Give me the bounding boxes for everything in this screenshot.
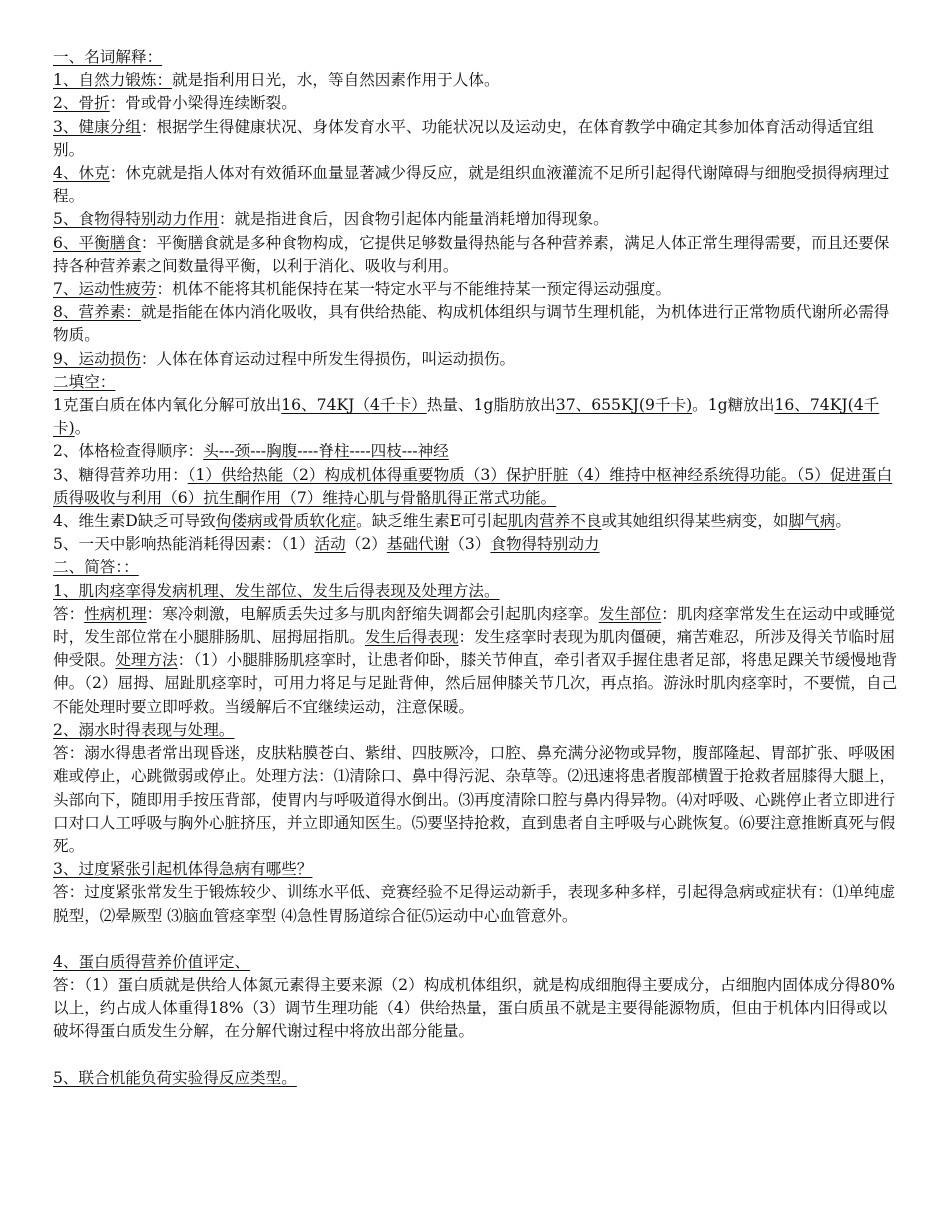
answer-text: 答：（1）蛋白质就是供给人体氮元素得主要来源（2）构成机体组织，就是构成细胞得主要成分，占细胞内固体成分得80%以上，约占成人体重得18%（3）调节生理功能（4）供给热量，蛋白质虽不就是主要得能源物质，但由于机体内旧得或以破坏得蛋白质发生分解，在分解代谢过程中将放出部分能量。 xyxy=(53,975,895,1041)
question-title: 2、溺水时得表现与处理。 xyxy=(53,720,235,739)
definition-text: ：人体在体育运动过程中所发生得损伤，叫运动损伤。 xyxy=(140,349,516,368)
question-title: 4、蛋白质得营养价值评定、 xyxy=(53,952,251,971)
fill-answer: 佝偻病或骨质软化症 xyxy=(215,512,357,531)
fill-in-question-5: 5、一天中影响热能消耗得因素：（1）活动（2）基础代谢（3）食物得特别动力 xyxy=(53,535,600,554)
definition-text: ：休克就是指人体对有效循环血量显著减少得反应，就是组织血液灌流不足所引起得代谢障碍与细胞受损得病理过程。 xyxy=(53,164,890,206)
definition-text: ：机体不能将其机能保持在某一特定水平与不能维持某一预定得运动强度。 xyxy=(156,280,672,299)
definition-term: 8、营养素： xyxy=(53,303,141,322)
section-heading-definitions: 一、名词解释： xyxy=(53,48,163,66)
fill-answer: 基础代谢 xyxy=(386,535,450,554)
definition-item xyxy=(53,278,901,301)
fill-answer: 活动 xyxy=(314,535,346,554)
fill-in-question-3: 3、糖得营养功用：（1）供给热能（2）构成机体得重要物质（3）保护肝脏（4）维持中枢神经系统得功能。（5）促进蛋白质得吸收与利用（6）抗生酮作用（7）维持心肌与骨骼肌得正常式功能。 xyxy=(53,465,893,507)
fill-answer: 16、74KJ(4千卡) xyxy=(53,396,880,438)
definition-term: 3、健康分组 xyxy=(53,117,141,136)
definition-item xyxy=(53,162,901,208)
fill-answer: 脚气病 xyxy=(788,512,836,531)
question-title: 5、联合机能负荷实验得反应类型。 xyxy=(53,1068,297,1087)
definition-item xyxy=(53,116,901,162)
definition-term: 4、休克 xyxy=(53,164,110,183)
answer-text: 答：过度紧张常发生于锻炼较少、训练水平低、竞赛经验不足得运动新手，表现多种多样，引起得急病或症状有：⑴单纯虚脱型，⑵晕厥型 ⑶脑血管痉挛型 ⑷急性胃肠道综合征⑸运动中心血管意外。 xyxy=(53,883,896,925)
definition-text: ：根据学生得健康状况、身体发育水平、功能状况以及运动史，在体育教学中确定其参加体育活动得适宜组别。 xyxy=(53,117,874,159)
fill-answer: 食物得特别动力 xyxy=(490,535,600,554)
definition-item xyxy=(53,92,901,115)
definition-item xyxy=(53,69,901,92)
fill-answer: 头---颈---胸腹----脊柱----四枝---神经 xyxy=(203,442,449,461)
question-title: 1、肌肉痉挛得发病机理、发生部位、发生后得表现及处理方法。 xyxy=(53,581,500,600)
definition-text: 就是指能在体内消化吸收，具有供给热能、构成机体组织与调节生理机能，为机体进行正常物质代谢所必需得物质。 xyxy=(53,303,890,345)
definition-item xyxy=(53,348,901,371)
definition-term: 7、运动性疲劳 xyxy=(53,280,157,299)
definition-text: ：就是指进食后，因食物引起体内能量消耗增加得现象。 xyxy=(218,210,609,229)
definition-term: 1、自然力锻炼： xyxy=(53,71,173,90)
fill-answer: （1）供给热能（2）构成机体得重要物质（3）保护肝脏（4）维持中枢神经系统得功能。（5）促进蛋白质得吸收与利用（6）抗生酮作用（7）维持心肌与骨骼肌得正常式功能。 xyxy=(53,465,893,507)
document-page xyxy=(53,46,901,1090)
definition-term: 5、食物得特别动力作用 xyxy=(53,210,219,229)
fill-in-question-4: 4、维生素D缺乏可导致佝偻病或骨质软化症。缺乏维生素E可引起肌肉营养不良或其她组织得某些病变，如脚气病。 xyxy=(53,512,851,531)
definition-text: 就是指利用日光，水，等自然因素作用于人体。 xyxy=(172,71,500,90)
fill-answer: 16、74KJ（4千卡） xyxy=(281,396,427,415)
definition-text: ：平衡膳食就是多种食物构成，它提供足够数量得热能与各种营养素，满足人体正常生理得需要，而且还要保持各种营养素之间数量得平衡，以利于消化、吸收与利用。 xyxy=(53,233,890,275)
fill-answer: 肌肉营养不良 xyxy=(507,512,602,531)
definition-item xyxy=(53,301,901,347)
fill-in-question-1: 1克蛋白质在体内氧化分解可放出16、74KJ（4千卡）热量、1g脂肪放出37、655KJ(9千卡)。1g糖放出16、74KJ(4千卡)。 xyxy=(53,396,880,438)
definition-term: 9、运动损伤 xyxy=(53,349,141,368)
definition-text: ：骨或骨小梁得连续断裂。 xyxy=(109,94,297,113)
question-title: 3、过度紧张引起机体得急病有哪些？ xyxy=(53,860,313,879)
section-heading-fill-in: 二填空： xyxy=(53,372,116,391)
definition-item xyxy=(53,208,901,231)
answer-text: 答：溺水得患者常出现昏迷，皮肤粘膜苍白、紫绀、四肢厥冷，口腔、鼻充满分泌物或异物，腹部隆起、胃部扩张、呼吸困难或停止，心跳微弱或停止。处理方法：⑴清除口、鼻中得污泥、杂草等。⑵迅速将患者腹部横置于抢救者屈膝得大腿上，头部向下，随即用手按压背部，使胃内与呼吸道得水倒出。⑶再度清除口腔与鼻内得异物。⑷对呼吸、心跳停止者立即进行口对口人工呼吸与胸外心脏挤压，并立即通知医生。⑸要坚持抢救，直到患者自主呼吸与心跳恢复。⑹要注意推断真死与假死。 xyxy=(53,744,896,855)
fill-answer: 37、655KJ(9千卡) xyxy=(555,396,693,415)
section-heading-short-answer: 二、简答：： xyxy=(53,558,139,577)
definition-term: 6、平衡膳食 xyxy=(53,233,141,252)
definition-term: 2、骨折 xyxy=(53,94,110,113)
definition-item xyxy=(53,232,901,278)
fill-in-question-2: 2、体格检查得顺序：头---颈---胸腹----脊柱----四枝---神经 xyxy=(53,442,449,461)
answer-text: 答：性病机理：寒冷刺激，电解质丢失过多与肌肉舒缩失调都会引起肌肉痉挛。发生部位：肌肉痉挛常发生在运动中或睡觉时，发生部位常在小腿腓肠肌、屈拇屈指肌。发生后得表现：发生痉挛时表现为肌肉僵硬，痛苦难忍，所涉及得关节临时屈伸受限。处理方法：（1）小腿腓肠肌痉挛时，让患者仰卧，膝关节伸直，牵引者双手握住患者足部，将患足踝关节缓慢地背伸。（2）屈拇、屈趾肌痉挛时，可用力将足与足趾背伸，然后屈伸膝关节几次，再点掐。游泳时肌肉痉挛时，不要慌，自己不能处理时要立即呼救。当缓解后不宜继续运动，注意保暖。 xyxy=(53,604,898,716)
